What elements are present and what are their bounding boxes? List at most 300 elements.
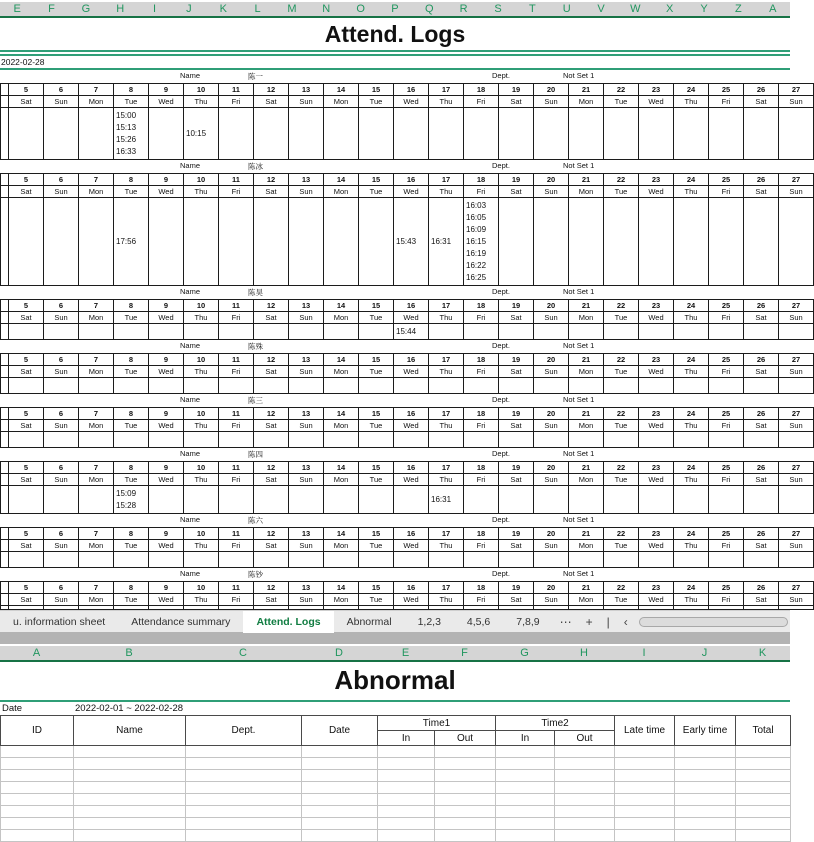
day-number-cell[interactable]: 18: [464, 462, 499, 474]
empty-cell[interactable]: [302, 794, 378, 806]
time-cell[interactable]: [779, 324, 814, 340]
day-number-cell[interactable]: 8: [114, 174, 149, 186]
day-name-cell[interactable]: Thu: [674, 366, 709, 378]
empty-cell[interactable]: [378, 782, 435, 794]
time-cell[interactable]: [779, 552, 814, 568]
column-letter[interactable]: O: [356, 3, 365, 15]
time-cell[interactable]: [709, 486, 744, 514]
time-cell[interactable]: [499, 198, 534, 286]
column-letter[interactable]: L: [254, 3, 261, 15]
time-cell[interactable]: [709, 606, 744, 610]
day-name-cell[interactable]: Mon: [324, 420, 359, 432]
day-name-cell[interactable]: Sat: [254, 366, 289, 378]
time-cell[interactable]: [289, 198, 324, 286]
day-name-cell[interactable]: Sun: [44, 420, 79, 432]
day-name-cell[interactable]: Mon: [324, 96, 359, 108]
time-cell[interactable]: [499, 432, 534, 448]
day-number-cell[interactable]: 8: [114, 582, 149, 594]
time-cell[interactable]: [674, 486, 709, 514]
time-cell[interactable]: [324, 108, 359, 160]
time-cell[interactable]: [429, 552, 464, 568]
time-cell[interactable]: [639, 432, 674, 448]
day-number-cell[interactable]: 5: [9, 462, 44, 474]
day-name-cell[interactable]: Wed: [149, 540, 184, 552]
time-cell[interactable]: [569, 606, 604, 610]
day-number-cell[interactable]: 6: [44, 354, 79, 366]
day-number-cell[interactable]: 14: [324, 582, 359, 594]
empty-cell[interactable]: [555, 782, 615, 794]
time-cell[interactable]: [464, 198, 499, 286]
day-name-cell[interactable]: Sun: [289, 594, 324, 606]
time-cell[interactable]: [289, 606, 324, 610]
day-number-cell[interactable]: 17: [429, 582, 464, 594]
column-letter[interactable]: Y: [700, 3, 708, 15]
time-cell[interactable]: [464, 552, 499, 568]
day-number-cell[interactable]: 23: [639, 462, 674, 474]
day-name-cell[interactable]: Fri: [219, 420, 254, 432]
day-name-cell[interactable]: Tue: [114, 540, 149, 552]
day-name-cell[interactable]: Sun: [44, 96, 79, 108]
empty-cell[interactable]: [435, 782, 496, 794]
time-cell[interactable]: [149, 108, 184, 160]
time-cell[interactable]: [394, 552, 429, 568]
employee-name[interactable]: 陈昊: [248, 288, 263, 297]
day-name-cell[interactable]: Wed: [149, 594, 184, 606]
day-number-cell[interactable]: 26: [744, 582, 779, 594]
day-number-cell[interactable]: 12: [254, 408, 289, 420]
empty-cell[interactable]: [186, 746, 302, 758]
day-name-cell[interactable]: Fri: [464, 366, 499, 378]
time-cell[interactable]: [499, 552, 534, 568]
time-cell[interactable]: [254, 606, 289, 610]
day-number-cell[interactable]: 26: [744, 354, 779, 366]
time-cell[interactable]: [324, 606, 359, 610]
time-cell[interactable]: [184, 606, 219, 610]
time-cell[interactable]: [709, 432, 744, 448]
day-number-cell[interactable]: 27: [779, 354, 814, 366]
day-name-cell[interactable]: Mon: [324, 540, 359, 552]
day-name-cell[interactable]: Wed: [394, 186, 429, 198]
day-number-cell[interactable]: 26: [744, 528, 779, 540]
day-name-cell[interactable]: Tue: [604, 420, 639, 432]
day-name-cell[interactable]: Tue: [359, 312, 394, 324]
time-cell[interactable]: [744, 198, 779, 286]
day-number-cell[interactable]: 27: [779, 84, 814, 96]
column-letter[interactable]: B: [125, 647, 133, 659]
time-cell[interactable]: [464, 606, 499, 610]
day-number-cell[interactable]: 6: [44, 408, 79, 420]
employee-name[interactable]: 陈六: [248, 516, 263, 525]
day-name-cell[interactable]: Sat: [9, 96, 44, 108]
empty-cell[interactable]: [496, 830, 555, 842]
empty-cell[interactable]: [435, 746, 496, 758]
day-number-cell[interactable]: 8: [114, 300, 149, 312]
empty-cell[interactable]: [1, 806, 74, 818]
empty-cell[interactable]: [74, 818, 186, 830]
day-number-cell[interactable]: 20: [534, 300, 569, 312]
time-cell[interactable]: [79, 108, 114, 160]
day-name-cell[interactable]: Tue: [114, 366, 149, 378]
empty-cell[interactable]: [555, 818, 615, 830]
time-cell[interactable]: [639, 324, 674, 340]
day-name-cell[interactable]: Sun: [44, 594, 79, 606]
time-cell[interactable]: [44, 324, 79, 340]
day-number-cell[interactable]: 25: [709, 84, 744, 96]
time-cell[interactable]: [254, 108, 289, 160]
day-name-cell[interactable]: Tue: [604, 312, 639, 324]
day-number-cell[interactable]: 27: [779, 582, 814, 594]
day-name-cell[interactable]: Thu: [674, 420, 709, 432]
time-cell[interactable]: [394, 198, 429, 286]
column-letter[interactable]: A: [32, 647, 41, 659]
empty-cell[interactable]: [615, 794, 675, 806]
day-number-cell[interactable]: 8: [114, 528, 149, 540]
day-number-cell[interactable]: 27: [779, 174, 814, 186]
empty-cell[interactable]: [435, 794, 496, 806]
empty-cell[interactable]: [496, 746, 555, 758]
day-name-cell[interactable]: Sun: [534, 594, 569, 606]
day-name-cell[interactable]: Wed: [639, 474, 674, 486]
day-name-cell[interactable]: Thu: [429, 594, 464, 606]
empty-cell[interactable]: [615, 770, 675, 782]
column-letter[interactable]: N: [322, 3, 331, 15]
tab-abnormal[interactable]: Abnormal: [346, 615, 392, 628]
day-number-cell[interactable]: 5: [9, 582, 44, 594]
empty-cell[interactable]: [74, 770, 186, 782]
time-cell[interactable]: [79, 486, 114, 514]
time-cell[interactable]: [184, 378, 219, 394]
day-number-cell[interactable]: 21: [569, 408, 604, 420]
time-cell[interactable]: [674, 198, 709, 286]
time-cell[interactable]: [744, 606, 779, 610]
day-number-cell[interactable]: 25: [709, 408, 744, 420]
empty-cell[interactable]: [615, 758, 675, 770]
time-cell[interactable]: [464, 378, 499, 394]
scroll-left-icon[interactable]: ‹: [623, 614, 628, 629]
day-name-cell[interactable]: Sat: [9, 312, 44, 324]
header-time1-in[interactable]: In: [378, 731, 435, 746]
time-cell[interactable]: [114, 606, 149, 610]
time-cell[interactable]: [9, 378, 44, 394]
day-name-cell[interactable]: Tue: [114, 420, 149, 432]
time-cell[interactable]: [604, 108, 639, 160]
time-cell[interactable]: [499, 324, 534, 340]
day-number-cell[interactable]: 13: [289, 174, 324, 186]
empty-cell[interactable]: [1, 758, 74, 770]
time-cell[interactable]: [114, 108, 149, 160]
time-cell[interactable]: [569, 108, 604, 160]
day-name-cell[interactable]: Wed: [394, 540, 429, 552]
day-name-cell[interactable]: Wed: [639, 540, 674, 552]
time-cell[interactable]: [464, 486, 499, 514]
day-name-cell[interactable]: Mon: [324, 366, 359, 378]
empty-cell[interactable]: [496, 758, 555, 770]
empty-cell[interactable]: [1, 794, 74, 806]
day-name-cell[interactable]: Sun: [779, 96, 814, 108]
dept-value[interactable]: Not Set 1: [563, 569, 595, 578]
time-cell[interactable]: [219, 378, 254, 394]
day-number-cell[interactable]: 18: [464, 582, 499, 594]
day-number-cell[interactable]: 23: [639, 582, 674, 594]
day-number-cell[interactable]: 12: [254, 84, 289, 96]
day-number-cell[interactable]: 19: [499, 354, 534, 366]
day-number-cell[interactable]: 13: [289, 354, 324, 366]
day-number-cell[interactable]: 16: [394, 84, 429, 96]
empty-cell[interactable]: [736, 770, 791, 782]
time-cell[interactable]: [534, 198, 569, 286]
column-letter[interactable]: V: [597, 3, 605, 15]
day-name-cell[interactable]: Sun: [534, 366, 569, 378]
time-cell[interactable]: [534, 552, 569, 568]
time-cell[interactable]: [464, 432, 499, 448]
day-name-cell[interactable]: Tue: [359, 594, 394, 606]
day-name-cell[interactable]: Thu: [184, 312, 219, 324]
time-cell[interactable]: [394, 606, 429, 610]
day-number-cell[interactable]: 5: [9, 300, 44, 312]
day-number-cell[interactable]: 13: [289, 528, 324, 540]
header-time1[interactable]: Time1: [378, 716, 496, 731]
time-cell[interactable]: [779, 198, 814, 286]
time-cell[interactable]: [289, 108, 324, 160]
empty-cell[interactable]: [675, 794, 736, 806]
day-number-cell[interactable]: 11: [219, 582, 254, 594]
employee-name[interactable]: 陈殊: [248, 342, 263, 351]
time-cell[interactable]: [674, 324, 709, 340]
time-cell[interactable]: [219, 486, 254, 514]
day-name-cell[interactable]: Thu: [429, 312, 464, 324]
day-number-cell[interactable]: 23: [639, 528, 674, 540]
day-number-cell[interactable]: 16: [394, 354, 429, 366]
column-letter[interactable]: P: [391, 3, 399, 15]
time-cell[interactable]: [569, 552, 604, 568]
empty-cell[interactable]: [615, 806, 675, 818]
day-name-cell[interactable]: Mon: [569, 366, 604, 378]
empty-cell[interactable]: [555, 758, 615, 770]
day-number-cell[interactable]: 23: [639, 300, 674, 312]
day-name-cell[interactable]: Mon: [79, 420, 114, 432]
column-letter[interactable]: X: [666, 3, 674, 15]
day-name-cell[interactable]: Mon: [569, 96, 604, 108]
day-number-cell[interactable]: 15: [359, 462, 394, 474]
day-name-cell[interactable]: Sat: [744, 420, 779, 432]
column-letter[interactable]: E: [13, 3, 21, 15]
day-number-cell[interactable]: 14: [324, 354, 359, 366]
time-cell[interactable]: [744, 108, 779, 160]
day-name-cell[interactable]: Sun: [534, 540, 569, 552]
empty-cell[interactable]: [302, 782, 378, 794]
employee-name[interactable]: 陈一: [248, 72, 263, 81]
time-cell[interactable]: [394, 486, 429, 514]
day-number-cell[interactable]: 12: [254, 462, 289, 474]
empty-cell[interactable]: [736, 794, 791, 806]
time-cell[interactable]: [639, 198, 674, 286]
day-number-cell[interactable]: 17: [429, 462, 464, 474]
day-number-cell[interactable]: 16: [394, 528, 429, 540]
day-name-cell[interactable]: Thu: [674, 594, 709, 606]
day-name-cell[interactable]: Tue: [604, 474, 639, 486]
time-cell[interactable]: [604, 606, 639, 610]
time-cell[interactable]: [639, 378, 674, 394]
time-cell[interactable]: [254, 324, 289, 340]
day-name-cell[interactable]: Wed: [639, 312, 674, 324]
day-number-cell[interactable]: 26: [744, 300, 779, 312]
time-cell[interactable]: [429, 378, 464, 394]
empty-cell[interactable]: [1, 746, 74, 758]
add-sheet-icon[interactable]: +: [585, 614, 593, 629]
time-cell[interactable]: [114, 198, 149, 286]
time-cell[interactable]: [149, 432, 184, 448]
day-number-cell[interactable]: 25: [709, 354, 744, 366]
column-letter[interactable]: E: [401, 647, 410, 659]
time-cell[interactable]: [429, 432, 464, 448]
time-cell[interactable]: [604, 552, 639, 568]
time-cell[interactable]: [674, 108, 709, 160]
time-cell[interactable]: [149, 324, 184, 340]
day-name-cell[interactable]: Wed: [639, 186, 674, 198]
time-cell[interactable]: [289, 552, 324, 568]
day-number-cell[interactable]: 16: [394, 300, 429, 312]
day-number-cell[interactable]: 12: [254, 174, 289, 186]
time-cell[interactable]: [394, 432, 429, 448]
day-name-cell[interactable]: Tue: [114, 594, 149, 606]
day-name-cell[interactable]: Fri: [219, 312, 254, 324]
day-number-cell[interactable]: 22: [604, 354, 639, 366]
day-number-cell[interactable]: 26: [744, 174, 779, 186]
day-number-cell[interactable]: 16: [394, 174, 429, 186]
header-id[interactable]: ID: [1, 716, 74, 746]
time-cell[interactable]: [779, 432, 814, 448]
day-number-cell[interactable]: 10: [184, 408, 219, 420]
empty-cell[interactable]: [496, 782, 555, 794]
day-name-cell[interactable]: Sun: [534, 96, 569, 108]
time-cell[interactable]: [324, 378, 359, 394]
day-name-cell[interactable]: Fri: [464, 474, 499, 486]
time-cell[interactable]: [604, 198, 639, 286]
day-number-cell[interactable]: 24: [674, 408, 709, 420]
column-letter[interactable]: D: [335, 647, 343, 659]
empty-cell[interactable]: [615, 782, 675, 794]
day-name-cell[interactable]: Fri: [219, 186, 254, 198]
empty-cell[interactable]: [736, 782, 791, 794]
day-number-cell[interactable]: 24: [674, 300, 709, 312]
day-number-cell[interactable]: 20: [534, 582, 569, 594]
day-number-cell[interactable]: 15: [359, 300, 394, 312]
time-cell[interactable]: [44, 378, 79, 394]
day-number-cell[interactable]: 23: [639, 84, 674, 96]
column-letter[interactable]: Z: [735, 3, 742, 15]
day-number-cell[interactable]: 9: [149, 354, 184, 366]
time-cell[interactable]: [254, 198, 289, 286]
empty-cell[interactable]: [74, 806, 186, 818]
day-number-cell[interactable]: 15: [359, 408, 394, 420]
day-number-cell[interactable]: 21: [569, 174, 604, 186]
empty-cell[interactable]: [435, 758, 496, 770]
day-number-cell[interactable]: 8: [114, 354, 149, 366]
day-number-cell[interactable]: 9: [149, 174, 184, 186]
day-name-cell[interactable]: Sun: [289, 186, 324, 198]
time-cell[interactable]: [429, 486, 464, 514]
day-number-cell[interactable]: 9: [149, 462, 184, 474]
time-cell[interactable]: [324, 198, 359, 286]
day-number-cell[interactable]: 11: [219, 528, 254, 540]
time-cell[interactable]: [254, 552, 289, 568]
time-cell[interactable]: [219, 324, 254, 340]
day-name-cell[interactable]: Sun: [534, 312, 569, 324]
day-number-cell[interactable]: 20: [534, 408, 569, 420]
day-name-cell[interactable]: Fri: [464, 420, 499, 432]
day-name-cell[interactable]: Fri: [464, 594, 499, 606]
time-cell[interactable]: [359, 108, 394, 160]
day-name-cell[interactable]: Sat: [499, 312, 534, 324]
time-cell[interactable]: [149, 552, 184, 568]
time-cell[interactable]: [184, 324, 219, 340]
empty-cell[interactable]: [378, 806, 435, 818]
column-letter[interactable]: C: [239, 647, 247, 659]
day-name-cell[interactable]: Mon: [569, 186, 604, 198]
time-cell[interactable]: [604, 378, 639, 394]
column-letter[interactable]: K: [219, 3, 227, 15]
day-number-cell[interactable]: 16: [394, 408, 429, 420]
day-name-cell[interactable]: Mon: [79, 366, 114, 378]
dept-value[interactable]: Not Set 1: [563, 341, 595, 350]
day-number-cell[interactable]: 12: [254, 354, 289, 366]
day-number-cell[interactable]: 8: [114, 84, 149, 96]
day-name-cell[interactable]: Wed: [149, 312, 184, 324]
day-name-cell[interactable]: Sat: [9, 474, 44, 486]
day-number-cell[interactable]: 15: [359, 84, 394, 96]
day-number-cell[interactable]: 9: [149, 528, 184, 540]
time-cell[interactable]: [44, 486, 79, 514]
time-cell[interactable]: [674, 606, 709, 610]
day-number-cell[interactable]: 11: [219, 408, 254, 420]
day-number-cell[interactable]: 6: [44, 174, 79, 186]
day-number-cell[interactable]: 20: [534, 528, 569, 540]
time-cell[interactable]: [324, 324, 359, 340]
day-number-cell[interactable]: 8: [114, 408, 149, 420]
time-cell[interactable]: [114, 324, 149, 340]
day-name-cell[interactable]: Wed: [394, 312, 429, 324]
time-cell[interactable]: [79, 552, 114, 568]
day-number-cell[interactable]: 27: [779, 462, 814, 474]
day-number-cell[interactable]: 15: [359, 582, 394, 594]
time-cell[interactable]: [254, 378, 289, 394]
day-name-cell[interactable]: Wed: [394, 474, 429, 486]
time-cell[interactable]: [569, 378, 604, 394]
day-number-cell[interactable]: 7: [79, 582, 114, 594]
day-name-cell[interactable]: Mon: [79, 186, 114, 198]
time-cell[interactable]: [289, 432, 324, 448]
day-number-cell[interactable]: 11: [219, 300, 254, 312]
day-number-cell[interactable]: 9: [149, 408, 184, 420]
day-name-cell[interactable]: Mon: [569, 594, 604, 606]
day-name-cell[interactable]: Wed: [639, 594, 674, 606]
day-name-cell[interactable]: Wed: [639, 96, 674, 108]
time-cell[interactable]: [9, 432, 44, 448]
day-name-cell[interactable]: Sat: [499, 594, 534, 606]
empty-cell[interactable]: [186, 782, 302, 794]
time-cell[interactable]: [534, 324, 569, 340]
day-name-cell[interactable]: Tue: [359, 366, 394, 378]
tab-1-2-3[interactable]: 1,2,3: [417, 615, 441, 628]
day-name-cell[interactable]: Thu: [184, 540, 219, 552]
day-name-cell[interactable]: Tue: [604, 594, 639, 606]
empty-cell[interactable]: [1, 782, 74, 794]
header-late-time[interactable]: Late time: [615, 716, 675, 746]
empty-cell[interactable]: [435, 806, 496, 818]
day-name-cell[interactable]: Sat: [254, 312, 289, 324]
header-dept[interactable]: Dept.: [186, 716, 302, 746]
day-name-cell[interactable]: Sun: [779, 312, 814, 324]
